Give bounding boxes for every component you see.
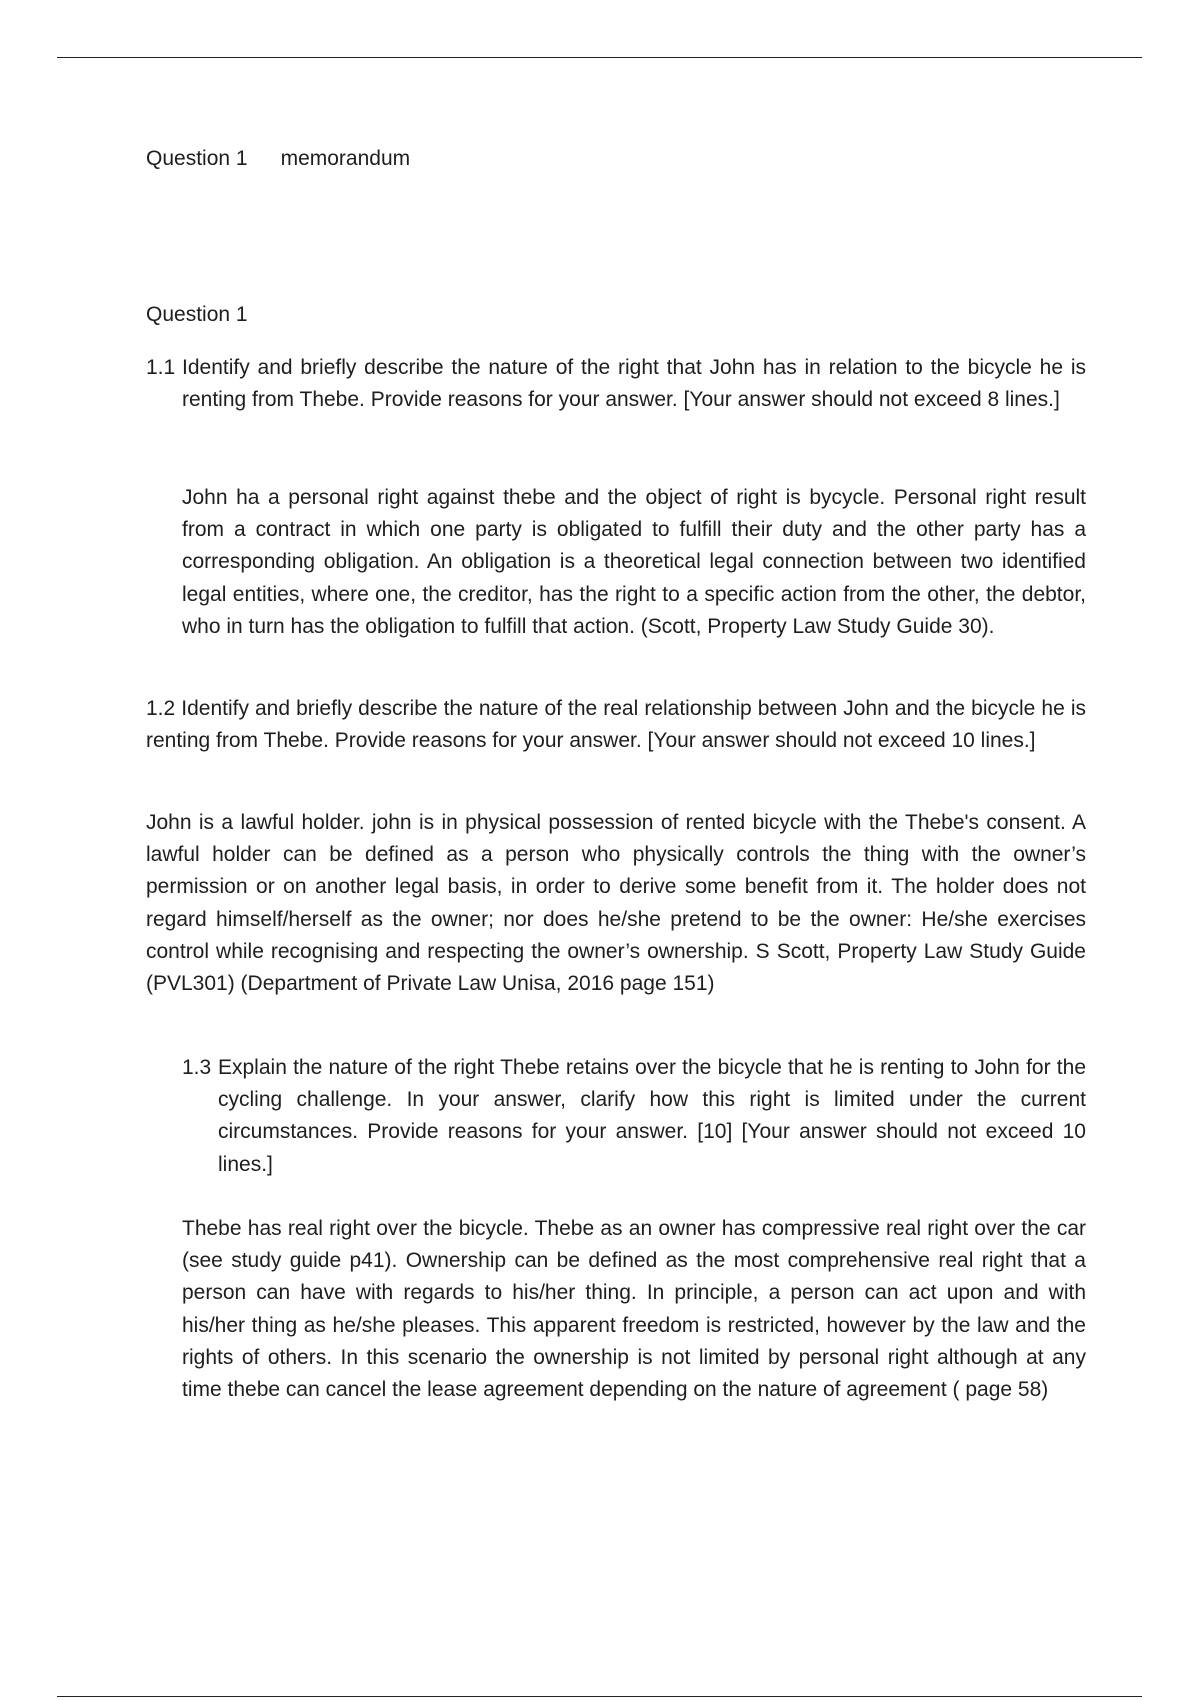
title-subtitle: memorandum [280, 147, 411, 170]
bottom-rule [57, 1696, 1142, 1697]
question-text: Identify and briefly describe the nature of the right that John has in relation to the bicycle he is renting from Thebe. Provide reasons for your answer. [Your answer should not exceed 8 lines.] [182, 356, 1086, 412]
top-rule [57, 57, 1142, 58]
question-1-3 [182, 1052, 1086, 1181]
question-number: 1.3 [182, 1056, 212, 1079]
answer-1-1: John ha a personal right against thebe and the object of right is bycycle. Personal right result from a contract in which one party is obligated to fulfill their duty and the other party has a corresponding obligation. An obligation is a theoretical legal connection between two identified legal entities, where one, the creditor, has the right to a specific action from the other, the debtor, who in turn has the obligation to fulfill that action. (Scott, Property Law Study Guide 30). [182, 486, 1086, 638]
title-label: Question 1 [146, 147, 248, 170]
answer-1-2: John is a lawful holder. john is in physical possession of rented bicycle with the Thebe's consent. A lawful holder can be defined as a person who physically controls the thing with the owner’s permission or on another legal basis, in order to derive some benefit from it. The holder does not regard himself/herself as the owner; nor does he/she pretend to be the owner: He/she exercises control while recognising and respecting the owner’s ownership. S Scott, Property Law Study Guide (PVL301) (Department of Private Law Unisa, 2016 page 151) [146, 811, 1086, 996]
question-1-1 [146, 352, 1086, 416]
section-heading: Question 1 [146, 303, 248, 326]
question-number: 1.1 [146, 356, 176, 379]
question-text: Explain the nature of the right Thebe retains over the bicycle that he is renting to John for the cycling challenge. In your answer, clarify how this right is limited under the current circumstances. Provide reasons for your answer. [10] [Your answer should not exceed 10 lines.] [218, 1056, 1086, 1176]
answer-1-3: Thebe has real right over the bicycle. Thebe as an owner has compressive real right over the car (see study guide p41). Ownership can be defined as the most comprehensive real right that a person can have with regards to his/her thing. In principle, a person can act upon and with his/her thing as he/she pleases. This apparent freedom is restricted, however by the law and the rights of others. In this scenario the ownership is not limited by personal right although at any time thebe can cancel the lease agreement depending on the nature of agreement ( page 58) [182, 1217, 1086, 1402]
document-title [146, 144, 410, 174]
question-1-2: 1.2 Identify and briefly describe the nature of the real relationship between John and the bicycle he is renting from Thebe. Provide reasons for your answer. [Your answer should not exceed 10 lines.] [146, 697, 1086, 753]
